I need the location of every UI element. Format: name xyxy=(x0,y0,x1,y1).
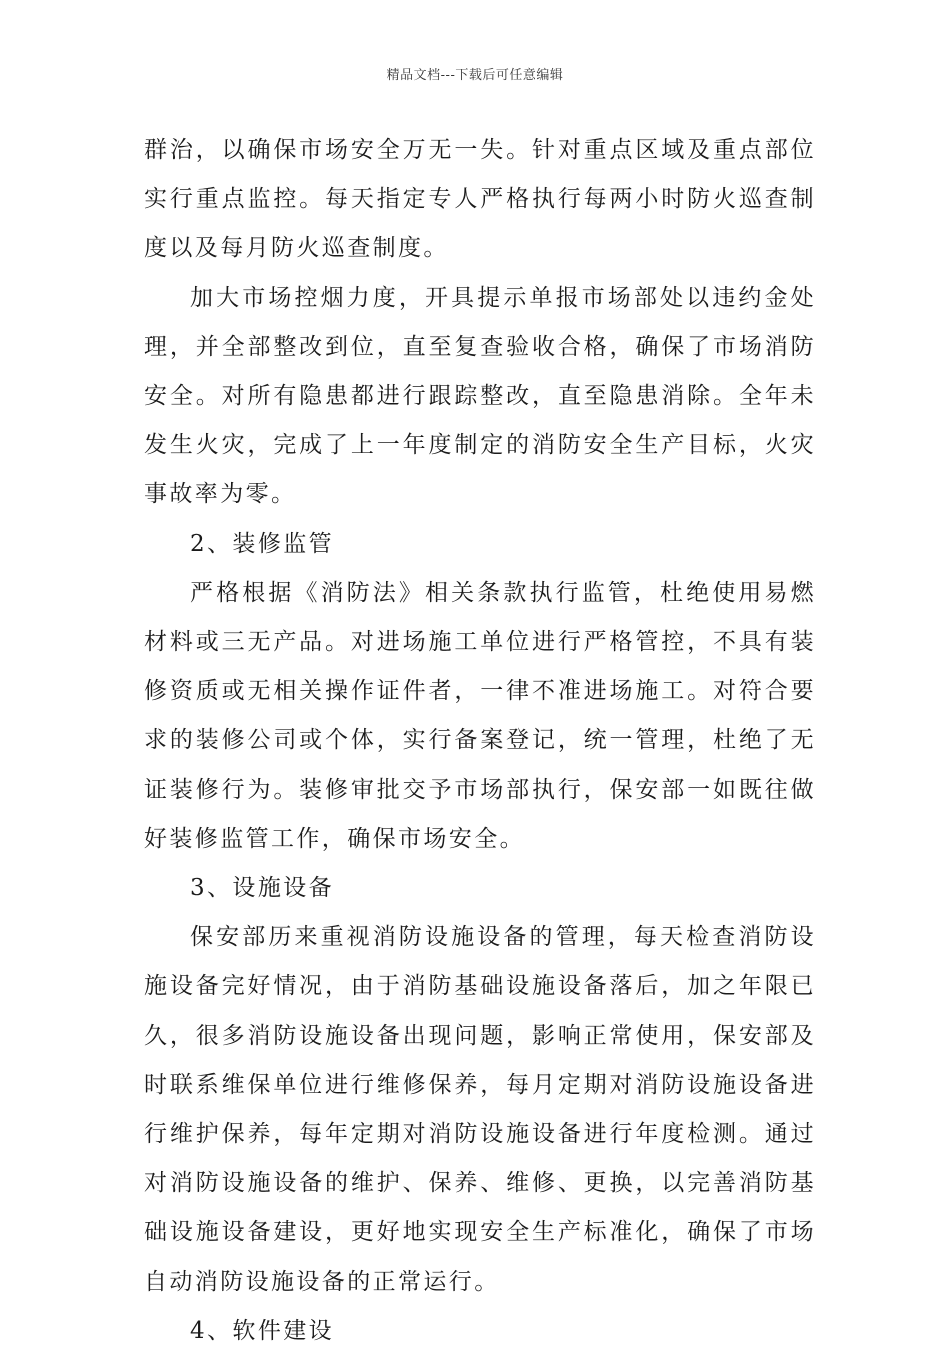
section-heading-decoration: 2、装修监管 xyxy=(190,530,335,557)
section-heading-facilities: 3、设施设备 xyxy=(190,875,335,902)
paragraph-facilities: 保安部历来重视消防设施设备的管理，每天检查消防设施设备完好情况，由于消防基础设施设备落后，加之年限已久，很多消防设施设备出现问题，影响正常使用，保安部及时联系维保单位进行维修保养，每月定期对消防设施设备进行维护保养，每年定期对消防设施设备进行年度检测。通过对消防设施设备的维护、保养、维修、更换，以完善消防基础设施设备建设，更好地实现安全生产标准化，确保了市场自动消防设施设备的正常运行。 xyxy=(144,924,816,1295)
page-header: 精品文档---下载后可任意编辑 xyxy=(386,68,564,83)
paragraph-smoking-control: 加大市场控烟力度，开具提示单报市场部处以违约金处理，并全部整改到位，直至复查验收合格，确保了市场消防安全。对所有隐患都进行跟踪整改，直至隐患消除。全年未发生火灾，完成了上一年度制定的消防安全生产目标，火灾事故率为零。 xyxy=(144,284,816,508)
paragraph-continuation: 群治，以确保市场安全万无一失。针对重点区域及重点部位实行重点监控。每天指定专人严格执行每两小时防火巡查制度以及每月防火巡查制度。 xyxy=(144,137,816,262)
paragraph-decoration-supervision: 严格根据《消防法》相关条款执行监管，杜绝使用易燃材料或三无产品。对进场施工单位进行严格管控，不具有装修资质或无相关操作证件者，一律不准进场施工。对符合要求的装修公司或个体，实行备案登记，统一管理，杜绝了无证装修行为。装修审批交予市场部执行，保安部一如既往做好装修监管工作，确保市场安全。 xyxy=(144,579,816,852)
document-body xyxy=(144,126,816,1356)
section-heading-software: 4、软件建设 xyxy=(190,1317,335,1344)
